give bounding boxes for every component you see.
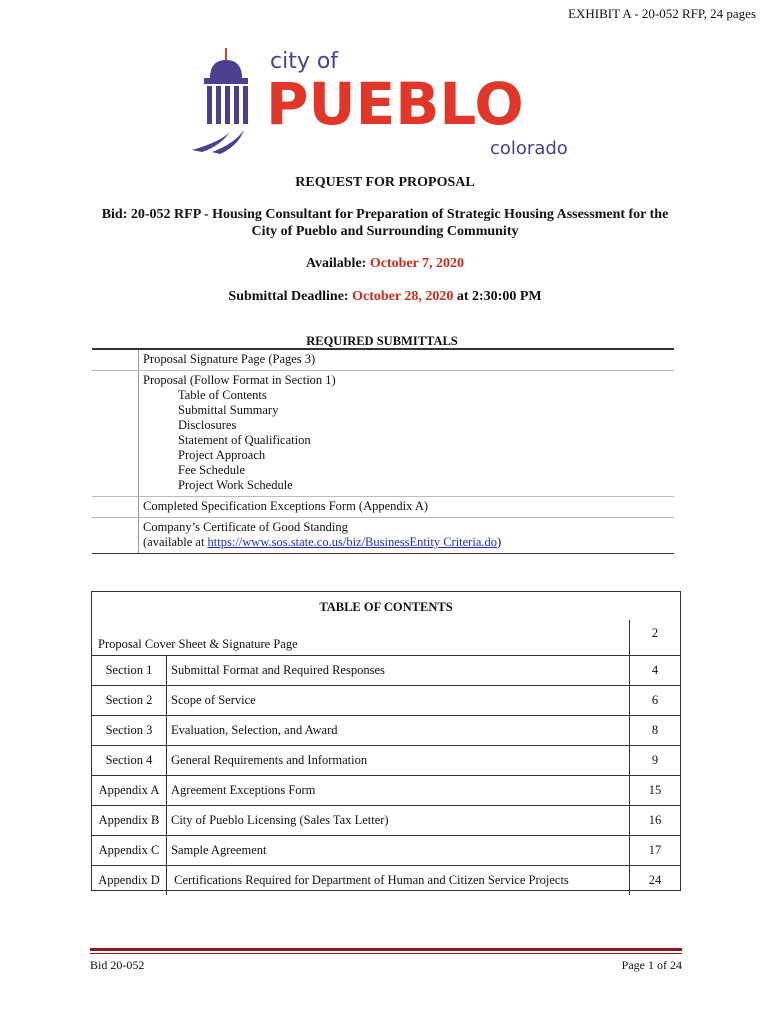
sos-link[interactable]: https://www.sos.state.co.us/biz/BusinessEntity Criteria.do xyxy=(207,535,497,549)
toc-entry-title: Sample Agreement xyxy=(167,836,630,866)
table-row xyxy=(92,746,680,776)
table-row xyxy=(92,349,674,371)
table-row xyxy=(92,656,680,686)
table-of-contents xyxy=(91,591,681,891)
toc-section: Section 1 xyxy=(92,656,167,686)
footer-divider-thin xyxy=(90,953,682,954)
bid-title-line2: City of Pueblo and Surrounding Community xyxy=(251,224,519,239)
toc-page-number: 24 xyxy=(630,866,681,896)
footer-bid-number: Bid 20-052 xyxy=(90,958,145,972)
list-item: Submittal Summary xyxy=(178,403,279,417)
available-date: October 7, 2020 xyxy=(369,256,465,271)
toc-section: Appendix B xyxy=(92,806,167,836)
exceptions-form-item: Completed Specification Exceptions Form (Appendix A) xyxy=(139,497,675,518)
toc-page-number: 9 xyxy=(630,746,681,776)
toc-page-number: 8 xyxy=(630,716,681,746)
deadline-line xyxy=(0,289,770,305)
toc-entry-title: Certifications Required for Department of Human and Citizen Service Projects xyxy=(167,866,630,896)
toc-page-number: 2 xyxy=(630,620,681,656)
exhibit-header: EXHIBIT A - 20-052 RFP, 24 pages xyxy=(568,6,756,21)
toc-entry-title: Scope of Service xyxy=(167,686,630,716)
toc-entry-title: Agreement Exceptions Form xyxy=(167,776,630,806)
list-item: Statement of Qualification xyxy=(178,433,311,447)
source-prefix: (available at xyxy=(143,535,208,549)
capitol-dome-icon xyxy=(192,48,248,154)
city-of-pueblo-logo xyxy=(190,46,590,158)
table-row xyxy=(92,371,674,497)
toc-title: TABLE OF CONTENTS xyxy=(319,600,453,614)
footer-page-number: Page 1 of 24 xyxy=(621,958,682,972)
list-item: Table of Contents xyxy=(178,388,267,402)
proposal-item xyxy=(139,371,675,497)
toc-page-number: 16 xyxy=(630,806,681,836)
table-row xyxy=(92,866,680,896)
list-item: Fee Schedule xyxy=(178,463,245,477)
toc-page-number: 15 xyxy=(630,776,681,806)
toc-entry-title: City of Pueblo Licensing (Sales Tax Letter) xyxy=(167,806,630,836)
certificate-label: Company’s Certificate of Good Standing xyxy=(143,520,348,534)
toc-table xyxy=(92,620,680,895)
certificate-item xyxy=(139,518,675,554)
toc-page-number: 6 xyxy=(630,686,681,716)
toc-entry-title: Evaluation, Selection, and Award xyxy=(167,716,630,746)
page-title: REQUEST FOR PROPOSAL xyxy=(295,175,475,190)
logo-city-of-text: city of xyxy=(270,49,339,74)
table-row xyxy=(92,518,674,554)
list-item: Disclosures xyxy=(178,418,237,432)
signature-page-item: Proposal Signature Page (Pages 3) xyxy=(139,349,675,371)
table-row xyxy=(92,686,680,716)
available-line xyxy=(0,256,770,272)
toc-cover-label: Proposal Cover Sheet & Signature Page xyxy=(98,637,298,651)
list-item: Project Work Schedule xyxy=(178,478,293,492)
toc-page-number: 4 xyxy=(630,656,681,686)
logo-pueblo-text: PUEBLO xyxy=(266,70,524,138)
table-row xyxy=(92,776,680,806)
available-label: Available: xyxy=(305,256,367,271)
footer-divider xyxy=(90,948,682,951)
table-row xyxy=(92,497,674,518)
certificate-source xyxy=(143,535,670,550)
toc-entry-title: Submittal Format and Required Responses xyxy=(167,656,630,686)
bid-title-line1: Bid: 20-052 RFP - Housing Consultant for Preparation of Strategic Housing Assessment for the xyxy=(101,207,669,222)
table-row xyxy=(92,620,680,656)
toc-entry-title: General Requirements and Information xyxy=(167,746,630,776)
toc-section: Section 3 xyxy=(92,716,167,746)
toc-section: Appendix C xyxy=(92,836,167,866)
required-submittals-table xyxy=(92,348,674,554)
table-row xyxy=(92,836,680,866)
required-submittals-heading: REQUIRED SUBMITTALS xyxy=(306,334,458,348)
table-row xyxy=(92,716,680,746)
source-suffix: ) xyxy=(497,535,502,549)
list-item: Project Approach xyxy=(178,448,266,462)
deadline-label: Submittal Deadline: xyxy=(228,289,349,304)
deadline-time: at 2:30:00 PM xyxy=(456,289,542,304)
toc-section: Section 4 xyxy=(92,746,167,776)
toc-section: Section 2 xyxy=(92,686,167,716)
proposal-label: Proposal (Follow Format in Section 1) xyxy=(143,373,336,387)
deadline-date: October 28, 2020 xyxy=(352,289,454,304)
toc-page-number: 17 xyxy=(630,836,681,866)
logo-colorado-text: colorado xyxy=(490,138,568,158)
toc-section: Appendix D xyxy=(92,866,167,896)
table-row xyxy=(92,806,680,836)
toc-section: Appendix A xyxy=(92,776,167,806)
